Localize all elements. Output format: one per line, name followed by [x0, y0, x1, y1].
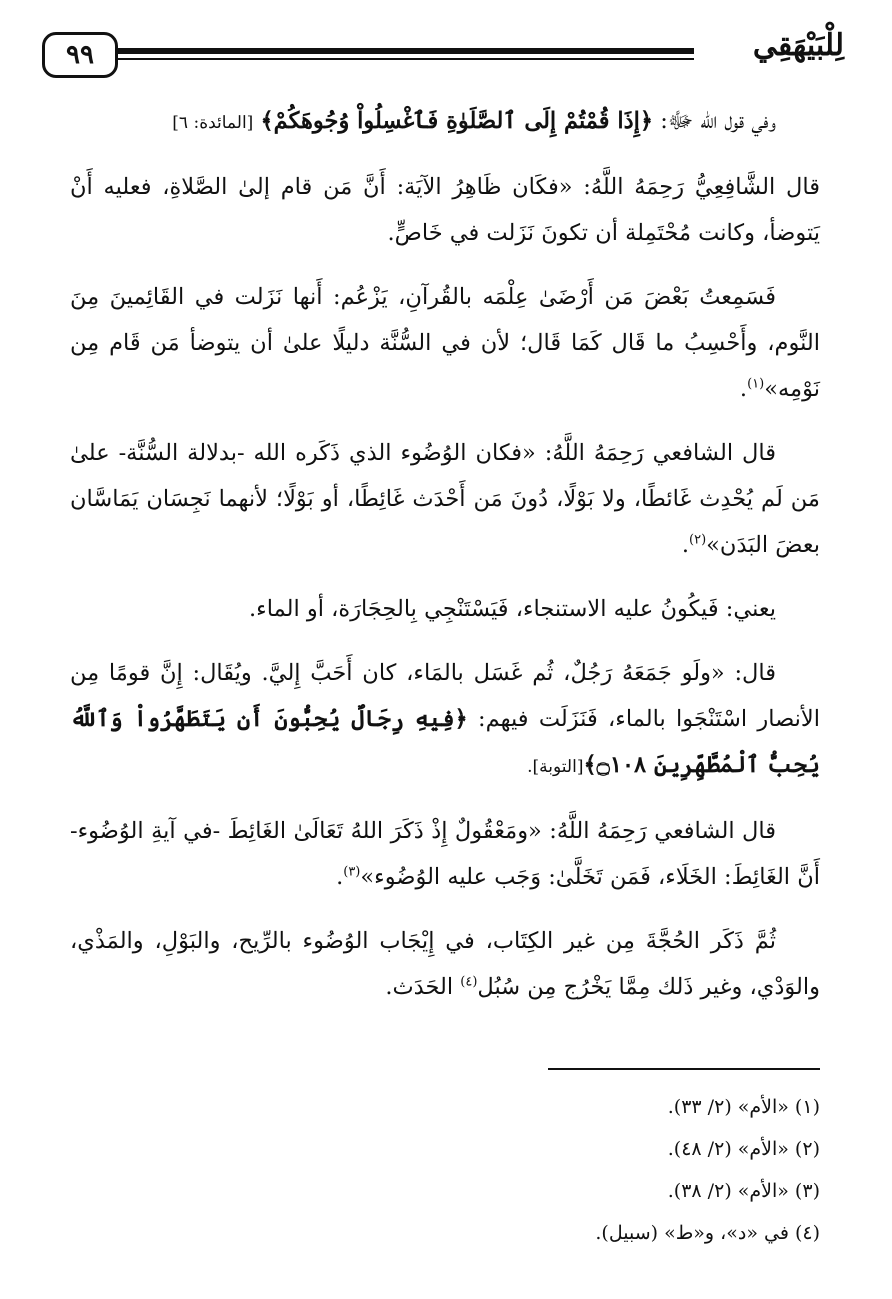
header-rule-thin	[114, 58, 694, 60]
paragraph-3	[70, 274, 820, 412]
footnote-3: (٣) «الأم» (٢/ ٣٨).	[667, 1180, 820, 1202]
quran-verse: ﴿إِذَا قُمْتُمْ إِلَى ٱلصَّلَوٰةِ فَٱغْسِلُواْ وُجُوهَكُمْ﴾	[260, 108, 654, 134]
paragraph-text: قال: «ولَو جَمَعَهُ رَجُلٌ، ثُم غَسَل بالمَاء، كان أَحَبَّ إِليَّ. ويُقَال: إِنَّ قومًا مِن الأنصار اسْتَنْجَوا بالماء، فَنَزَلَت فيهم:	[70, 660, 820, 732]
paragraph-end: .	[681, 532, 690, 558]
paragraph-7	[70, 808, 820, 900]
paragraph-text: قال الشافعي رَحِمَهُ اللَّهُ: «ومَعْقُولٌ إِذْ ذَكَرَ اللهُ تَعَالَىٰ الغَائِطَ -في آيةِ الوُضُوء- أَنَّ الغَائِطَ: الخَلَاء، فَمَن تَخَلَّىٰ: وَجَب عليه الوُضُوء»	[70, 818, 820, 890]
paragraph-text: ثُمَّ ذَكَر الحُجَّةَ مِن غير الكِتَاب، في إِيْجَاب الوُضُوء بالرِّيح، والبَوْلِ، والمَذْي، والوَدْي، وغير ذَلك مِمَّا يَخْرُج مِن سُبُل	[70, 928, 820, 1000]
paragraph-5	[70, 586, 820, 632]
main-text	[70, 98, 820, 1028]
paragraph-6	[70, 650, 820, 790]
page-number: ٩٩	[42, 32, 118, 78]
paragraph-text: قال الشَّافِعِيُّ رَحِمَهُ اللَّهُ: «فكَان ظَاهِرُ الآيَة: أَنَّ مَن قام إلىٰ الصَّلاةِ، فعليه أَنْ يَتوضأ، وكانت مُحْتَمِلة أن تكونَ نَزَلت في خَاصٍّ.	[70, 174, 820, 246]
page-header	[42, 28, 844, 82]
header-rule	[114, 48, 694, 54]
footnote-marker: (٣)	[343, 864, 361, 880]
footnote-2: (٢) «الأم» (٢/ ٤٨).	[667, 1138, 820, 1160]
footnote-marker: (٢)	[689, 532, 707, 548]
verse-reference: [المائدة: ٦]	[172, 113, 254, 133]
footnotes	[72, 1086, 820, 1254]
running-title: لِلْبَيْهَقِي	[752, 28, 844, 63]
paragraph-4	[70, 430, 820, 568]
paragraph-text: يعني: فَيكُونُ عليه الاستنجاء، فَيَسْتَنْجِي بِالحِجَارَة، أو الماء.	[249, 596, 776, 622]
quran-verse: ﴿فِيهِ رِجَالٌ يُحِبُّونَ أَن يَتَطَهَّرُواْ وَٱللَّهُ يُحِبُّ ٱلْمُطَّهِّرِينَ ۝١٠٨﴾	[70, 706, 820, 778]
paragraph-text: وفي قول الله ﷻ:	[653, 108, 776, 134]
footnote-marker: (٤)	[460, 974, 478, 990]
paragraph-8	[70, 918, 820, 1010]
footnote-1: (١) «الأم» (٢/ ٣٣).	[667, 1096, 820, 1118]
paragraph-text: فَسَمِعتُ بَعْضَ مَن أَرْضَىٰ عِلْمَه بالقُرآنِ، يَزْعُم: أَنها نَزَلت في القَائِمينَ مِنَ النَّوم، وأَحْسِبُ ما قَال كَمَا قَال؛ لأن في السُّنَّة دليلًا علىٰ أن يتوضأ مَن قَام مِن نَوْمِه»	[70, 284, 820, 402]
paragraph-end: .	[336, 864, 344, 890]
paragraph-end: الحَدَث.	[385, 974, 461, 1000]
paragraph-text: قال الشافعي رَحِمَهُ اللَّهُ: «فكان الوُضُوء الذي ذَكَره الله -بدلالة السُّنَّة- علىٰ مَن لَم يُحْدِث غَائطًا، ولا بَوْلًا، دُونَ مَن أَحْدَث غَائِطًا، أو بَوْلًا؛ لأنهما نَجِسَان يَمَاسَّان بعضَ البَدَن»	[70, 440, 820, 558]
footnote-marker: (١)	[747, 376, 765, 392]
footnote-4: (٤) في «د»، و«ط» (سبيل).	[595, 1222, 820, 1244]
paragraph-2	[70, 164, 820, 256]
footnote-separator	[548, 1068, 820, 1070]
paragraph-1	[70, 98, 820, 146]
verse-reference: [التوبة].	[527, 757, 584, 777]
paragraph-end: .	[739, 376, 748, 402]
